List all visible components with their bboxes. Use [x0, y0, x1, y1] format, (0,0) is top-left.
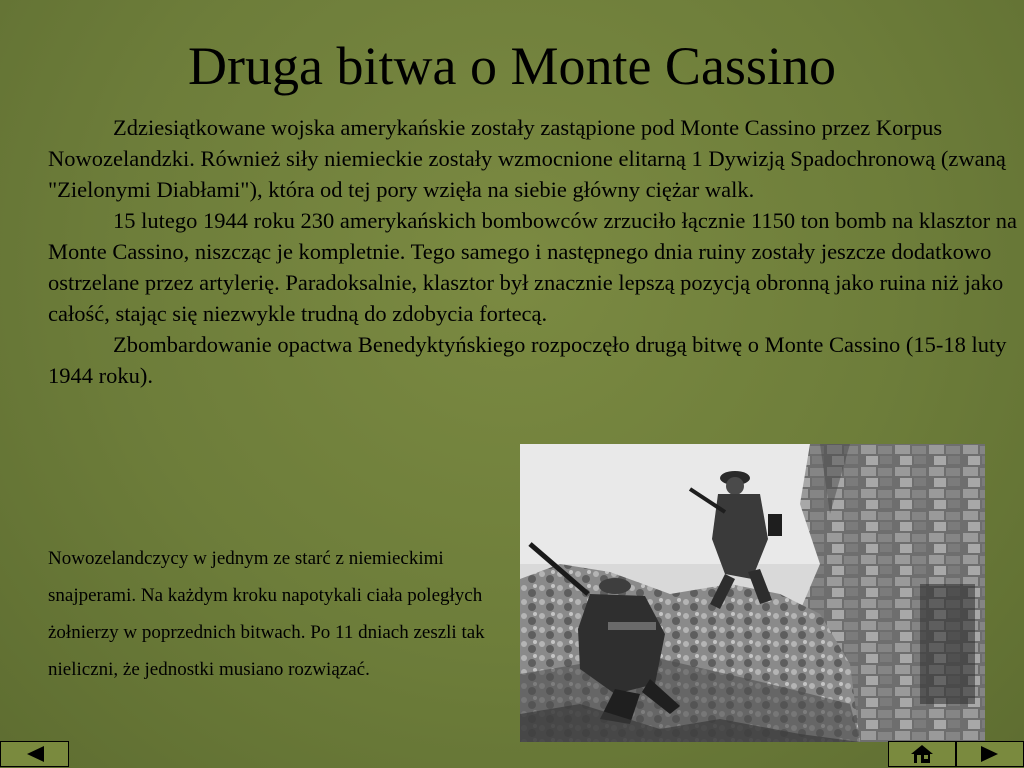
soldiers-photo [520, 444, 985, 742]
paragraph-2: 15 lutego 1944 roku 230 amerykańskich bombowców zrzuciło łącznie 1150 ton bomb na klasztor na Monte Cassino, niszcząc je kompletnie. Tego samego i następnego dnia ruiny zostały jeszcze dodatkowo ostrzelane przez artylerię. Paradoksalnie, klasztor był znacznie lepszą pozycją obronną jako ruina niż jako całość, stając się niezwykle trudną do zdobycia fortecą. [48, 208, 1017, 326]
paragraph-1: Zdziesiątkowane wojska amerykańskie zostały zastąpione pod Monte Cassino przez Korpus Nowozelandzki. Również siły niemieckie zostały wzmocnione elitarną 1 Dywizją Spadochronową (zwaną "Zielonymi Diabłami"), która od tej pory wzięła na siebie główny ciężar walk. [48, 115, 1006, 202]
paragraph-3: Zbombardowanie opactwa Benedyktyńskiego rozpoczęło drugą bitwę o Monte Cassino (15-18 luty 1944 roku). [48, 332, 1007, 388]
slide-title: Druga bitwa o Monte Cassino [188, 36, 836, 96]
next-button[interactable] [956, 741, 1024, 767]
home-icon [910, 744, 934, 764]
triangle-left-icon [24, 744, 46, 764]
back-button[interactable] [0, 741, 69, 767]
photo-caption: Nowozelandczycy w jednym ze starć z niemieckimi snajperami. Na każdym kroku napotykali ciała poległych żołnierzy w poprzednich bitwach. Po 11 dniach zeszli tak nieliczni, że jednostki musiano rozwiązać. [48, 548, 485, 680]
soldiers-in-ruins-image [520, 444, 985, 742]
triangle-right-icon [979, 744, 1001, 764]
slide-body [48, 112, 1023, 391]
home-button[interactable] [888, 741, 956, 767]
